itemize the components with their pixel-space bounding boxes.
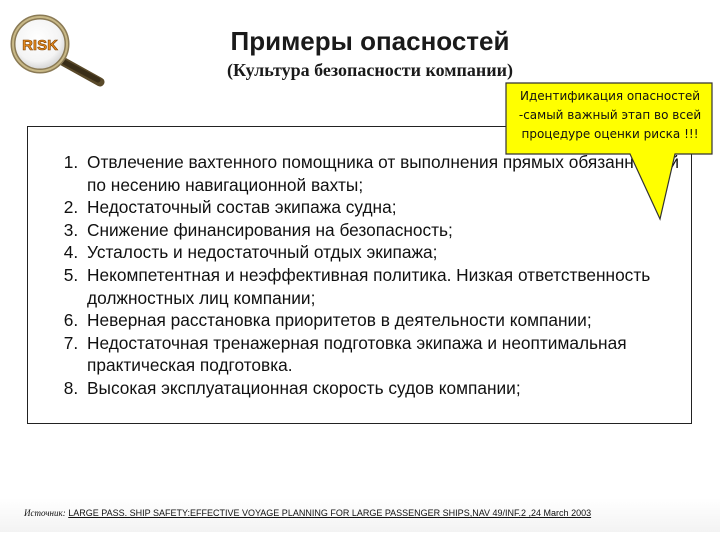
list-item: 1. Отвлечение вахтенного помощника от выполнения прямых обязанностей по несению навигационной вахты; <box>83 151 691 196</box>
list-item: 8. Высокая эксплуатационная скорость судов компании; <box>83 377 691 400</box>
page-subtitle: (Культура безопасности компании) <box>226 60 514 80</box>
list-item: 5. Некомпетентная и неэффективная политика. Низкая ответственность должностных лиц компании; <box>83 264 691 309</box>
list-item: 4. Усталость и недостаточный отдых экипажа; <box>83 241 691 264</box>
callout-text <box>510 87 710 144</box>
list-item: 2. Недостаточный состав экипажа судна; <box>83 196 691 219</box>
logo-risk-text: RISK <box>22 37 58 54</box>
source-label: Источник: <box>24 508 66 518</box>
page-title: Примеры опасностей <box>230 26 510 56</box>
callout-line: Идентификация опасностей <box>519 89 701 103</box>
risk-magnifier-logo <box>8 12 108 87</box>
callout-line: -самый важный этап во всей <box>518 108 702 122</box>
callout-line: процедуре оценки риска !!! <box>521 127 699 141</box>
list-item: 3. Снижение финансирования на безопасность; <box>83 219 691 242</box>
source-text[interactable]: LARGE PASS. SHIP SAFETY:EFFECTIVE VOYAGE PLANNING FOR LARGE PASSENGER SHIPS,NAV 49/INF.2 ,24 March 2003 <box>68 508 592 518</box>
list-item: 6. Неверная расстановка приоритетов в деятельности компании; <box>83 309 691 332</box>
source-citation <box>24 508 591 518</box>
list-item: 7. Недостаточная тренажерная подготовка экипажа и неоптимальная практическая подготовка. <box>83 332 691 377</box>
